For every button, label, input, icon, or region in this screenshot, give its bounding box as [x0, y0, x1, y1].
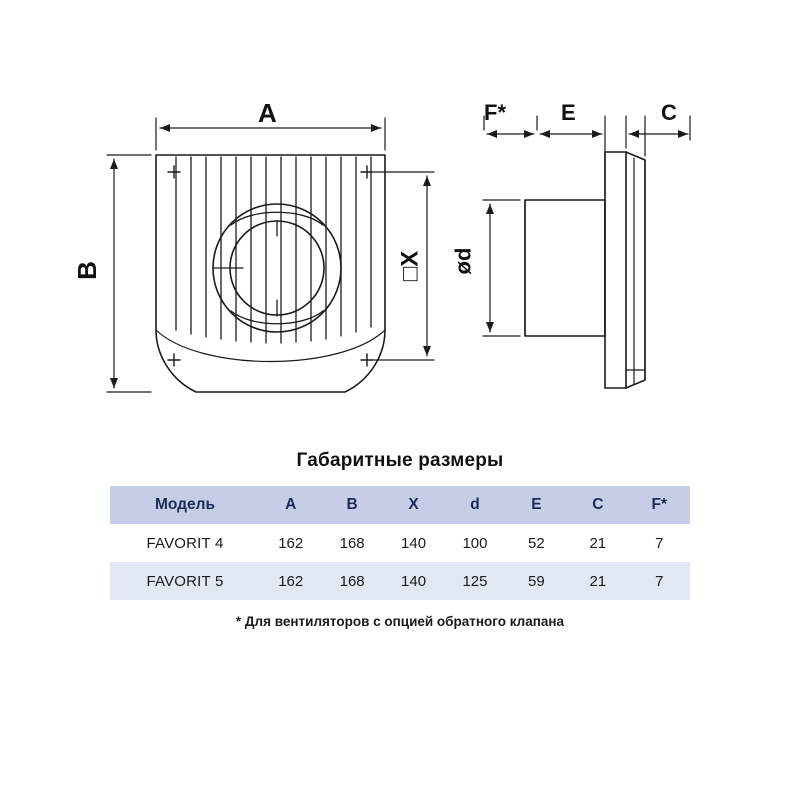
dimension-top-row — [484, 116, 690, 196]
cell-x: 140 — [383, 562, 444, 600]
table-row — [110, 524, 690, 562]
faceplate-side-profile — [626, 152, 645, 388]
cell-model: FAVORIT 4 — [110, 524, 260, 562]
table-header-row — [110, 486, 690, 524]
table-footnote: * Для вентиляторов с опцией обратного клапана — [235, 614, 565, 629]
duct-spigot-outline — [525, 200, 605, 336]
dimension-b — [107, 155, 151, 392]
cell-a: 162 — [260, 562, 321, 600]
cell-d: 100 — [444, 524, 505, 562]
cell-c: 21 — [567, 562, 628, 600]
mounting-marks — [168, 166, 373, 366]
cell-e: 59 — [506, 562, 567, 600]
cell-a: 162 — [260, 524, 321, 562]
cell-b: 168 — [321, 524, 382, 562]
label-a: A — [258, 98, 277, 128]
dimensions-table — [110, 486, 690, 600]
label-b: B — [71, 261, 102, 280]
column-header-x: X — [383, 486, 444, 524]
column-header-a: A — [260, 486, 321, 524]
cell-d: 125 — [444, 562, 505, 600]
label-c: C — [661, 100, 677, 125]
cell-model: FAVORIT 5 — [110, 562, 260, 600]
cell-b: 168 — [321, 562, 382, 600]
table-title: Габаритные размеры — [296, 450, 504, 471]
table-row — [110, 562, 690, 600]
column-header-c: C — [567, 486, 628, 524]
table-body — [110, 524, 690, 600]
cell-c: 21 — [567, 524, 628, 562]
faceplate-bottom-curve — [156, 330, 385, 362]
dimension-d — [483, 200, 520, 336]
column-header-b: B — [321, 486, 382, 524]
cell-e: 52 — [506, 524, 567, 562]
column-header-e: E — [506, 486, 567, 524]
cell-f: 7 — [629, 562, 690, 600]
label-d: ød — [450, 247, 476, 275]
column-header-d: d — [444, 486, 505, 524]
column-header-f: F* — [629, 486, 690, 524]
cell-x: 140 — [383, 524, 444, 562]
flange-plate — [605, 152, 626, 388]
cell-f: 7 — [629, 524, 690, 562]
label-x: □X — [396, 250, 424, 282]
table-header — [110, 486, 690, 524]
column-header-model: Модель — [110, 486, 260, 524]
dimensions-section — [0, 450, 800, 629]
label-e: E — [561, 100, 576, 125]
label-f: F* — [484, 100, 506, 125]
